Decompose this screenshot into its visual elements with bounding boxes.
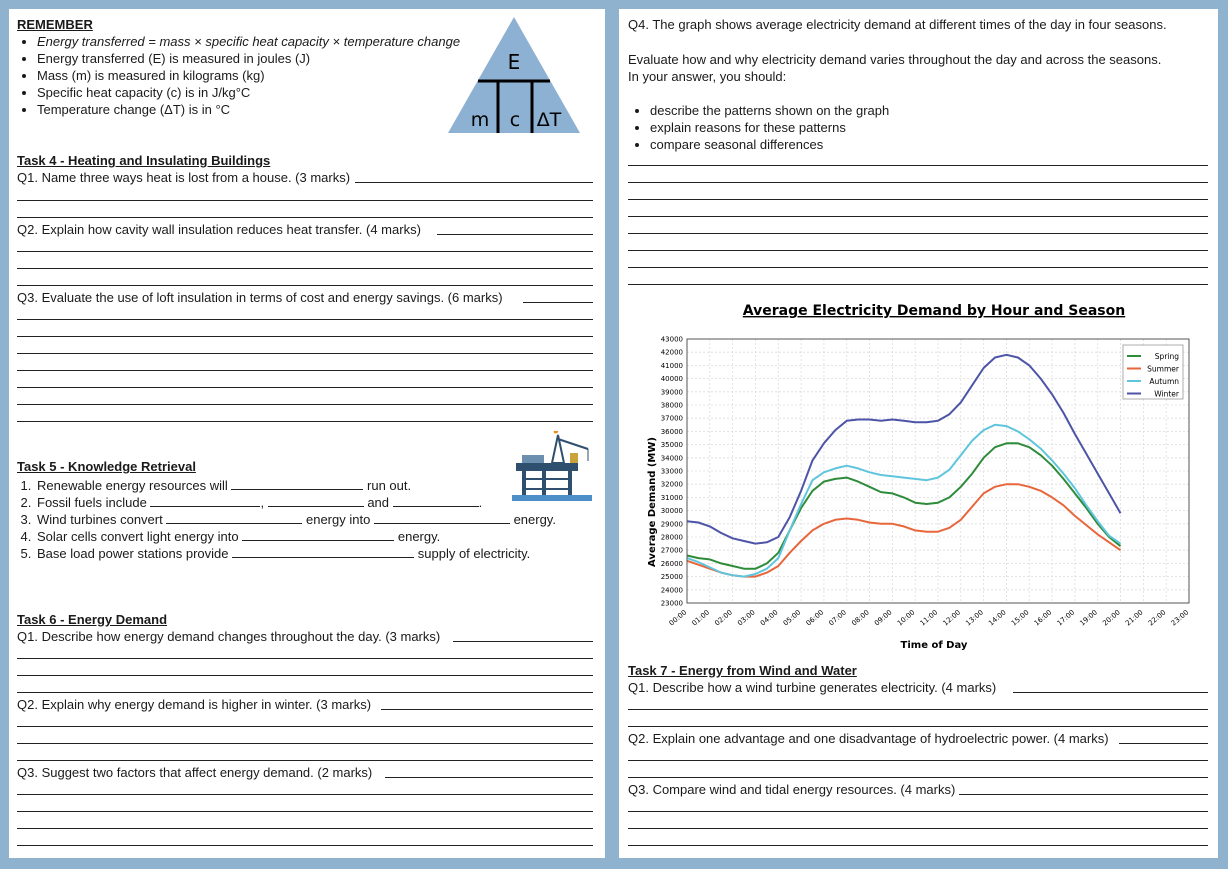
answer-line[interactable]	[17, 319, 593, 320]
answer-line[interactable]	[1119, 743, 1208, 744]
answer-line[interactable]	[628, 182, 1208, 183]
x-tick-label: 14:00	[987, 608, 1008, 628]
answer-line[interactable]	[17, 692, 593, 693]
task7-heading: Task 7 - Energy from Wind and Water	[628, 663, 857, 678]
legend-label: Spring	[1154, 352, 1179, 361]
remember-list	[17, 33, 460, 118]
y-tick-label: 33000	[660, 467, 683, 476]
q4-instruction: Evaluate how and why electricity demand varies throughout the day and across the seasons.	[628, 52, 1162, 67]
answer-line[interactable]	[628, 199, 1208, 200]
y-tick-label: 38000	[660, 401, 683, 410]
task5-item-text: energy.	[397, 529, 441, 544]
task4-heading: Task 4 - Heating and Insulating Buildings	[17, 153, 271, 168]
task5-item-text: Solar cells convert light energy into	[37, 529, 239, 544]
x-tick-label: 23:00	[1169, 608, 1191, 628]
x-tick-label: 10:00	[895, 608, 917, 628]
answer-line[interactable]	[628, 267, 1208, 268]
task5-list	[17, 477, 597, 562]
answer-line[interactable]	[17, 217, 593, 218]
formula-triangle	[444, 15, 584, 135]
x-tick-label: 01:00	[690, 608, 712, 628]
task6-q3: Q3. Suggest two factors that affect energy demand. (2 marks)	[17, 765, 373, 780]
triangle-left-label: m	[470, 109, 490, 131]
answer-line[interactable]	[17, 675, 593, 676]
answer-line[interactable]	[17, 370, 593, 371]
answer-line[interactable]	[17, 845, 593, 846]
demand-chart	[619, 295, 1218, 665]
x-tick-label: 13:00	[964, 608, 985, 628]
answer-line[interactable]	[17, 285, 593, 286]
task5-item-text: energy into	[305, 512, 371, 527]
x-tick-label: 04:00	[758, 608, 780, 628]
x-axis	[668, 608, 1191, 627]
answer-line[interactable]	[523, 302, 593, 303]
y-tick-label: 41000	[660, 361, 683, 370]
x-tick-label: 21:00	[1124, 608, 1145, 628]
task5-item-text: energy.	[513, 512, 556, 527]
answer-line[interactable]	[17, 726, 593, 727]
x-axis-label: Time of Day	[900, 640, 968, 651]
y-tick-label: 26000	[660, 559, 683, 568]
answer-line[interactable]	[628, 760, 1208, 761]
blank-field[interactable]	[232, 545, 414, 558]
task5-item-text: Base load power stations provide	[37, 546, 229, 561]
y-tick-label: 24000	[660, 586, 683, 595]
chart-legend	[1123, 345, 1183, 399]
blank-field[interactable]	[393, 494, 479, 507]
answer-line[interactable]	[17, 336, 593, 337]
answer-line[interactable]	[628, 828, 1208, 829]
y-tick-label: 29000	[660, 520, 683, 529]
y-tick-label: 30000	[660, 507, 683, 516]
y-tick-label: 35000	[660, 441, 683, 450]
x-tick-label: 22:00	[1146, 608, 1168, 628]
x-tick-label: 09:00	[873, 608, 894, 628]
answer-line[interactable]	[17, 794, 593, 795]
x-tick-label: 06:00	[804, 608, 826, 628]
y-tick-label: 31000	[660, 493, 683, 502]
answer-line[interactable]	[628, 216, 1208, 217]
remember-bullet: • Energy transferred (E) is measured in joules (J)	[37, 50, 460, 67]
answer-line[interactable]	[355, 182, 593, 183]
answer-line[interactable]	[17, 760, 593, 761]
triangle-top-label: E	[507, 50, 521, 74]
answer-line[interactable]	[17, 200, 593, 201]
left-panel	[9, 9, 605, 858]
task7-q1: Q1. Describe how a wind turbine generates electricity. (4 marks)	[628, 680, 997, 695]
task5-item-text: run out.	[367, 478, 412, 493]
answer-line[interactable]	[959, 794, 1208, 795]
x-tick-label: 11:00	[918, 608, 940, 628]
legend-label: Autumn	[1149, 377, 1179, 386]
x-tick-label: 17:00	[1055, 608, 1077, 628]
series-lines	[687, 355, 1121, 577]
triangle-right-label: ΔT	[536, 109, 562, 131]
remember-bullet: • Temperature change (ΔT) is in °C	[37, 101, 460, 118]
y-tick-label: 27000	[660, 546, 683, 555]
x-tick-label: 03:00	[736, 608, 757, 628]
x-tick-label: 15:00	[1009, 608, 1031, 628]
remember-bullet: • Energy transferred = mass × specific heat capacity × temperature change	[37, 33, 460, 50]
blank-field[interactable]	[242, 528, 394, 541]
answer-line[interactable]	[437, 234, 593, 235]
task5-item-text: and	[367, 495, 390, 510]
answer-line[interactable]	[628, 777, 1208, 778]
y-tick-label: 25000	[660, 573, 683, 582]
answer-line[interactable]	[17, 658, 593, 659]
task4-q2: Q2. Explain how cavity wall insulation reduces heat transfer. (4 marks)	[17, 222, 421, 237]
task7-q2: Q2. Explain one advantage and one disadvantage of hydroelectric power. (4 marks)	[628, 731, 1109, 746]
answer-line[interactable]	[628, 709, 1208, 710]
y-axis	[661, 336, 683, 608]
y-tick-label: 32000	[660, 480, 683, 489]
answer-line[interactable]	[628, 165, 1208, 166]
x-tick-label: 19:00	[1078, 608, 1100, 628]
legend-label: Summer	[1147, 364, 1179, 374]
answer-line[interactable]	[453, 641, 593, 642]
x-tick-label: 05:00	[781, 608, 803, 628]
answer-line[interactable]	[17, 743, 593, 744]
x-tick-label: 07:00	[827, 608, 849, 628]
x-tick-label: 12:00	[941, 608, 963, 628]
task4-q1: Q1. Name three ways heat is lost from a house. (3 marks)	[17, 170, 351, 185]
legend-label: Winter	[1154, 389, 1179, 399]
answer-line[interactable]	[17, 251, 593, 252]
x-tick-label: 08:00	[850, 608, 871, 628]
task5-item	[35, 528, 597, 545]
y-tick-label: 40000	[660, 375, 683, 384]
remember-heading: REMEMBER	[17, 17, 93, 32]
q4-bullets	[630, 102, 889, 153]
q4-bullet: • compare seasonal differences	[650, 136, 889, 153]
task5-item	[35, 494, 597, 511]
chart-title: Average Electricity Demand by Hour and Season	[742, 303, 1126, 319]
q4-bullet: • describe the patterns shown on the graph	[650, 102, 889, 119]
x-tick-label: 02:00	[713, 608, 734, 628]
triangle-middle-label: c	[509, 109, 521, 131]
right-panel	[619, 9, 1218, 858]
answer-line[interactable]	[1013, 692, 1208, 693]
blank-field[interactable]	[231, 477, 363, 490]
answer-line[interactable]	[17, 421, 593, 422]
blank-field[interactable]	[268, 494, 364, 507]
y-tick-label: 42000	[660, 348, 683, 357]
q4-instruction: In your answer, you should:	[628, 69, 787, 84]
answer-line[interactable]	[628, 726, 1208, 727]
x-tick-label: 16:00	[1032, 608, 1054, 628]
y-tick-label: 34000	[660, 454, 683, 463]
task5-item-text: supply of electricity.	[417, 546, 531, 561]
series-line-winter	[687, 355, 1121, 544]
remember-bullet: • Specific heat capacity (c) is in J/kg°C	[37, 84, 460, 101]
answer-line[interactable]	[628, 250, 1208, 251]
task6-q1: Q1. Describe how energy demand changes throughout the day. (3 marks)	[17, 629, 441, 644]
chart-grid	[687, 339, 1189, 603]
remember-bullet: • Mass (m) is measured in kilograms (kg)	[37, 67, 460, 84]
task5-item-text: ,	[260, 495, 265, 510]
task5-item-text: Wind turbines convert	[37, 512, 163, 527]
task6-q2: Q2. Explain why energy demand is higher in winter. (3 marks)	[17, 697, 372, 712]
task5-item	[35, 477, 597, 494]
answer-line[interactable]	[17, 268, 593, 269]
task5-item	[35, 511, 597, 528]
task7-q3: Q3. Compare wind and tidal energy resources. (4 marks)	[628, 782, 956, 797]
task5-heading: Task 5 - Knowledge Retrieval	[17, 459, 196, 474]
task5-item-text: .	[478, 495, 483, 510]
y-tick-label: 28000	[660, 533, 683, 542]
answer-line[interactable]	[17, 404, 593, 405]
task5-item-text: Renewable energy resources will	[37, 478, 228, 493]
blank-field[interactable]	[166, 511, 302, 524]
answer-line[interactable]	[17, 387, 593, 388]
task4-q3: Q3. Evaluate the use of loft insulation in terms of cost and energy savings. (6 marks)	[17, 290, 503, 305]
task6-heading: Task 6 - Energy Demand	[17, 612, 168, 627]
y-tick-label: 39000	[660, 388, 683, 397]
blank-field[interactable]	[150, 494, 260, 507]
q4-bullet: • explain reasons for these patterns	[650, 119, 889, 136]
answer-line[interactable]	[385, 777, 593, 778]
answer-line[interactable]	[381, 709, 593, 710]
y-tick-label: 23000	[660, 599, 683, 608]
answer-line[interactable]	[17, 353, 593, 354]
x-tick-label: 20:00	[1101, 608, 1122, 628]
answer-line[interactable]	[628, 845, 1208, 846]
blank-field[interactable]	[374, 511, 510, 524]
x-tick-label: 00:00	[667, 608, 689, 628]
q4-intro: Q4. The graph shows average electricity demand at different times of the day in four seasons.	[628, 17, 1167, 32]
answer-line[interactable]	[17, 828, 593, 829]
y-tick-label: 37000	[660, 414, 683, 423]
answer-line[interactable]	[17, 811, 593, 812]
task5-item-text: Fossil fuels include	[37, 495, 147, 510]
task5-item	[35, 545, 597, 562]
answer-line[interactable]	[628, 811, 1208, 812]
answer-line[interactable]	[628, 233, 1208, 234]
answer-line[interactable]	[628, 284, 1208, 285]
y-axis-label: Average Demand (MW)	[647, 437, 658, 567]
y-tick-label: 36000	[660, 427, 683, 436]
y-tick-label: 43000	[660, 335, 683, 344]
